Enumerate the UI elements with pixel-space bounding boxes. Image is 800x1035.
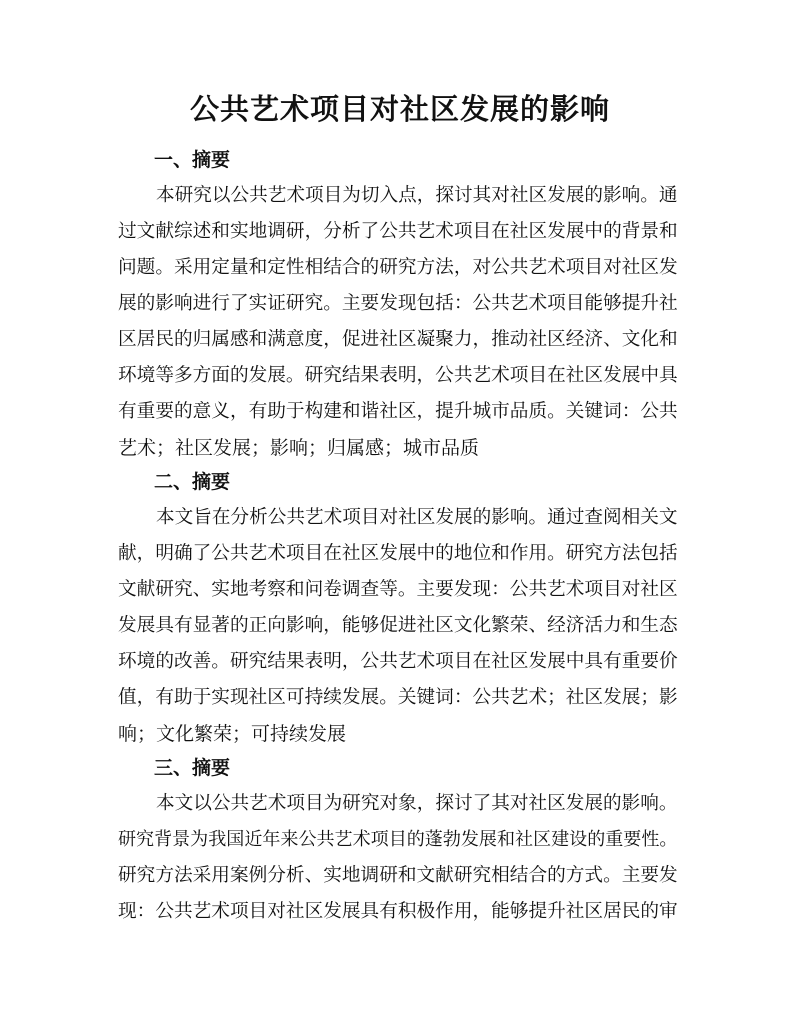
abstract-paragraph <box>118 786 678 930</box>
paragraph-line: 本文以公共艺术项目为研究对象，探讨了其对社区发展的影响。 <box>156 793 678 814</box>
paragraph-line: 有重要的意义，有助于构建和谐社区，提升城市品质。关键词：公共 <box>118 401 678 422</box>
section-1 <box>118 142 678 466</box>
paragraph-line: 本研究以公共艺术项目为切入点，探讨其对社区发展的影响。通 <box>156 185 678 206</box>
section-heading: 三、摘要 <box>154 757 231 779</box>
paragraph-line: 过文献综述和实地调研，分析了公共艺术项目在社区发展中的背景和 <box>118 221 678 242</box>
document-title: 公共艺术项目对社区发展的影响 <box>189 92 610 126</box>
paragraph-line: 展的影响进行了实证研究。主要发现包括：公共艺术项目能够提升社 <box>118 293 678 314</box>
section-3 <box>118 750 678 930</box>
abstract-paragraph <box>118 178 678 466</box>
section-2 <box>118 464 678 752</box>
paragraph-line: 文献研究、实地考察和问卷调查等。主要发现：公共艺术项目对社区 <box>118 579 678 600</box>
paragraph-line: 值，有助于实现社区可持续发展。关键词：公共艺术；社区发展；影 <box>118 687 678 708</box>
paragraph-line: 现：公共艺术项目对社区发展具有积极作用，能够提升社区居民的审 <box>118 901 678 922</box>
abstract-paragraph <box>118 500 678 752</box>
paragraph-line: 本文旨在分析公共艺术项目对社区发展的影响。通过查阅相关文 <box>156 507 678 528</box>
paragraph-line: 研究方法采用案例分析、实地调研和文献研究相结合的方式。主要发 <box>118 865 678 886</box>
paragraph-line: 区居民的归属感和满意度，促进社区凝聚力，推动社区经济、文化和 <box>118 329 678 350</box>
paragraph-line: 响；文化繁荣；可持续发展 <box>118 723 347 745</box>
section-heading: 一、摘要 <box>154 149 231 171</box>
section-heading: 二、摘要 <box>154 471 231 493</box>
paragraph-line: 献，明确了公共艺术项目在社区发展中的地位和作用。研究方法包括 <box>118 543 678 564</box>
paragraph-line: 发展具有显著的正向影响，能够促进社区文化繁荣、经济活力和生态 <box>118 615 678 636</box>
paragraph-line: 环境的改善。研究结果表明，公共艺术项目在社区发展中具有重要价 <box>118 651 678 672</box>
paragraph-line: 艺术；社区发展；影响；归属感；城市品质 <box>118 437 480 459</box>
paragraph-line: 研究背景为我国近年来公共艺术项目的蓬勃发展和社区建设的重要性。 <box>118 829 678 850</box>
paragraph-line: 环境等多方面的发展。研究结果表明，公共艺术项目在社区发展中具 <box>118 365 678 386</box>
paragraph-line: 问题。采用定量和定性相结合的研究方法，对公共艺术项目对社区发 <box>118 257 678 278</box>
